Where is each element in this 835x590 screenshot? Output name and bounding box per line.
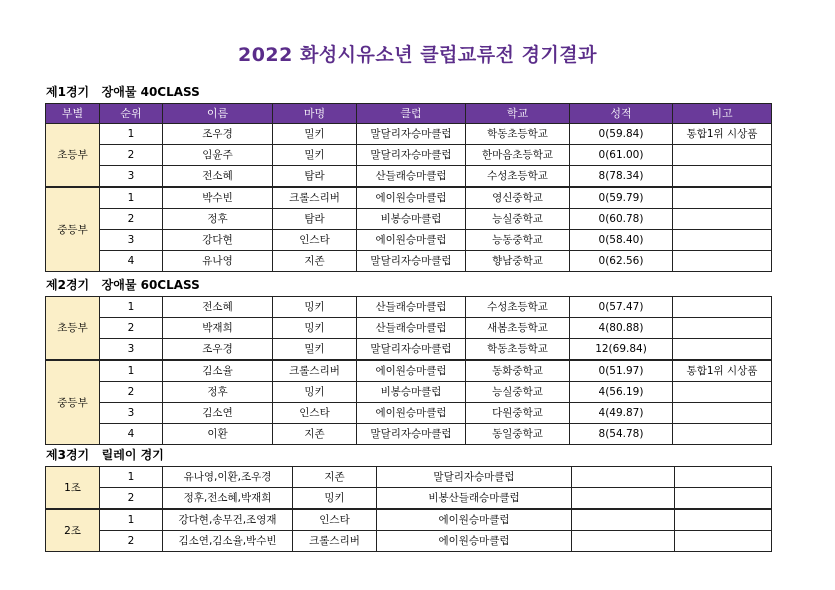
division-cell: 초등부 <box>46 124 100 188</box>
school-cell: 학동초등학교 <box>466 124 570 145</box>
school-cell: 수성초등학교 <box>466 297 570 318</box>
score-cell: 0(59.84) <box>570 124 673 145</box>
score-cell: 4(80.88) <box>570 318 673 339</box>
horse-cell: 지존 <box>293 467 377 488</box>
name-cell: 박수빈 <box>163 187 273 209</box>
table-row <box>46 360 772 382</box>
table-row <box>46 403 772 424</box>
names-cell: 김소연,김소율,박수빈 <box>163 531 293 552</box>
game3-label: 제3경기 릴레이 경기 <box>46 448 164 462</box>
rank-cell: 4 <box>100 424 163 445</box>
score-cell: 8(54.78) <box>570 424 673 445</box>
horse-cell: 밍키 <box>273 382 357 403</box>
table-row <box>46 251 772 272</box>
name-cell: 이환 <box>163 424 273 445</box>
table-row <box>46 297 772 318</box>
header-school: 학교 <box>466 104 570 124</box>
names-cell: 정후,전소혜,박재희 <box>163 488 293 510</box>
name-cell: 전소혜 <box>163 166 273 188</box>
school-cell: 새봄초등학교 <box>466 318 570 339</box>
score-cell: 0(59.79) <box>570 187 673 209</box>
note-cell <box>673 424 772 445</box>
name-cell: 조우경 <box>163 124 273 145</box>
score-cell <box>572 467 675 488</box>
name-cell: 김소율 <box>163 360 273 382</box>
table-row <box>46 467 772 488</box>
name-cell: 김소연 <box>163 403 273 424</box>
horse-cell: 인스타 <box>293 509 377 531</box>
note-cell <box>673 166 772 188</box>
score-cell: 0(57.47) <box>570 297 673 318</box>
game2-label: 제2경기 장애물 60CLASS <box>46 278 200 292</box>
rank-cell: 3 <box>100 166 163 188</box>
table-row <box>46 145 772 166</box>
school-cell: 동화중학교 <box>466 360 570 382</box>
order-cell: 2 <box>100 488 163 510</box>
school-cell: 한마음초등학교 <box>466 145 570 166</box>
division-cell: 중등부 <box>46 360 100 445</box>
division-cell: 중등부 <box>46 187 100 272</box>
note-cell <box>673 339 772 361</box>
header-horse: 마명 <box>273 104 357 124</box>
note-cell: 통합1위 시상품 <box>673 360 772 382</box>
rank-cell: 2 <box>100 145 163 166</box>
school-cell: 수성초등학교 <box>466 166 570 188</box>
note-cell <box>673 297 772 318</box>
score-cell: 4(56.19) <box>570 382 673 403</box>
horse-cell: 인스타 <box>273 403 357 424</box>
order-cell: 2 <box>100 531 163 552</box>
school-cell: 영신중학교 <box>466 187 570 209</box>
score-cell <box>572 488 675 510</box>
score-cell: 8(78.34) <box>570 166 673 188</box>
horse-cell: 밍키 <box>273 297 357 318</box>
note-cell <box>673 187 772 209</box>
score-cell <box>572 509 675 531</box>
school-cell: 능동중학교 <box>466 230 570 251</box>
club-cell: 비봉산들래승마클럽 <box>377 488 572 510</box>
team-cell: 2조 <box>46 509 100 552</box>
note-cell <box>673 251 772 272</box>
table-row <box>46 509 772 531</box>
score-cell: 0(61.00) <box>570 145 673 166</box>
score-cell <box>572 531 675 552</box>
score-cell: 0(51.97) <box>570 360 673 382</box>
club-cell: 에이원승마클럽 <box>377 531 572 552</box>
table-row <box>46 124 772 145</box>
horse-cell: 지존 <box>273 424 357 445</box>
table-row <box>46 230 772 251</box>
horse-cell: 밀키 <box>273 124 357 145</box>
division-cell: 초등부 <box>46 297 100 361</box>
rank-cell: 1 <box>100 187 163 209</box>
names-cell: 유나영,이환,조우경 <box>163 467 293 488</box>
name-cell: 전소혜 <box>163 297 273 318</box>
table-row <box>46 318 772 339</box>
club-cell: 산들래승마클럽 <box>357 297 466 318</box>
note-cell <box>673 318 772 339</box>
club-cell: 에이원승마클럽 <box>357 187 466 209</box>
club-cell: 말달리자승마클럽 <box>357 339 466 361</box>
note-cell <box>675 509 772 531</box>
school-cell: 향남중학교 <box>466 251 570 272</box>
note-cell <box>673 209 772 230</box>
club-cell: 산들래승마클럽 <box>357 166 466 188</box>
club-cell: 말달리자승마클럽 <box>357 251 466 272</box>
horse-cell: 인스타 <box>273 230 357 251</box>
score-cell: 4(49.87) <box>570 403 673 424</box>
rank-cell: 2 <box>100 209 163 230</box>
school-cell: 다원중학교 <box>466 403 570 424</box>
table-row <box>46 531 772 552</box>
score-cell: 0(58.40) <box>570 230 673 251</box>
club-cell: 에이원승마클럽 <box>357 230 466 251</box>
name-cell: 박재희 <box>163 318 273 339</box>
game3-table <box>45 466 772 552</box>
table-row <box>46 339 772 361</box>
club-cell: 말달리자승마클럽 <box>357 124 466 145</box>
horse-cell: 크롤스리버 <box>273 187 357 209</box>
note-cell: 통합1위 시상품 <box>673 124 772 145</box>
club-cell: 비봉승마클럽 <box>357 209 466 230</box>
club-cell: 비봉승마클럽 <box>357 382 466 403</box>
rank-cell: 4 <box>100 251 163 272</box>
score-cell: 0(60.78) <box>570 209 673 230</box>
name-cell: 임윤주 <box>163 145 273 166</box>
order-cell: 1 <box>100 467 163 488</box>
name-cell: 정후 <box>163 209 273 230</box>
name-cell: 조우경 <box>163 339 273 361</box>
score-cell: 0(62.56) <box>570 251 673 272</box>
header-note: 비고 <box>673 104 772 124</box>
header-row <box>46 104 772 124</box>
club-cell: 에이원승마클럽 <box>377 509 572 531</box>
table-row <box>46 488 772 510</box>
club-cell: 말달리자승마클럽 <box>357 424 466 445</box>
table-row <box>46 382 772 403</box>
horse-cell: 크롤스리버 <box>293 531 377 552</box>
table-row <box>46 187 772 209</box>
game2-table <box>45 296 772 445</box>
rank-cell: 1 <box>100 360 163 382</box>
horse-cell: 크롤스리버 <box>273 360 357 382</box>
note-cell <box>675 467 772 488</box>
school-cell: 동일중학교 <box>466 424 570 445</box>
school-cell: 학동초등학교 <box>466 339 570 361</box>
rank-cell: 3 <box>100 403 163 424</box>
page-title: 2022 화성시유소년 클럽교류전 경기결과 <box>237 44 598 66</box>
name-cell: 유나영 <box>163 251 273 272</box>
rank-cell: 2 <box>100 382 163 403</box>
score-cell: 12(69.84) <box>570 339 673 361</box>
club-cell: 에이원승마클럽 <box>357 360 466 382</box>
club-cell: 산들래승마클럽 <box>357 318 466 339</box>
game1-label: 제1경기 장애물 40CLASS <box>46 85 200 99</box>
header-score: 성적 <box>570 104 673 124</box>
team-cell: 1조 <box>46 467 100 510</box>
note-cell <box>673 145 772 166</box>
table-row <box>46 209 772 230</box>
order-cell: 1 <box>100 509 163 531</box>
name-cell: 정후 <box>163 382 273 403</box>
rank-cell: 3 <box>100 230 163 251</box>
rank-cell: 1 <box>100 297 163 318</box>
table-row <box>46 166 772 188</box>
note-cell <box>673 403 772 424</box>
club-cell: 말달리자승마클럽 <box>357 145 466 166</box>
horse-cell: 밀키 <box>273 339 357 361</box>
horse-cell: 탐라 <box>273 166 357 188</box>
names-cell: 강다현,송무건,조영재 <box>163 509 293 531</box>
rank-cell: 3 <box>100 339 163 361</box>
horse-cell: 밀키 <box>273 145 357 166</box>
school-cell: 능실중학교 <box>466 209 570 230</box>
note-cell <box>673 230 772 251</box>
note-cell <box>675 488 772 510</box>
horse-cell: 탐라 <box>273 209 357 230</box>
game1-table <box>45 103 772 272</box>
note-cell <box>673 382 772 403</box>
header-rank: 순위 <box>100 104 163 124</box>
note-cell <box>675 531 772 552</box>
club-cell: 말달리자승마클럽 <box>377 467 572 488</box>
school-cell: 능실중학교 <box>466 382 570 403</box>
table-row <box>46 424 772 445</box>
header-division: 부별 <box>46 104 100 124</box>
horse-cell: 지존 <box>273 251 357 272</box>
horse-cell: 밍키 <box>273 318 357 339</box>
name-cell: 강다현 <box>163 230 273 251</box>
header-club: 클럽 <box>357 104 466 124</box>
header-name: 이름 <box>163 104 273 124</box>
club-cell: 에이원승마클럽 <box>357 403 466 424</box>
rank-cell: 2 <box>100 318 163 339</box>
rank-cell: 1 <box>100 124 163 145</box>
horse-cell: 밍키 <box>293 488 377 510</box>
